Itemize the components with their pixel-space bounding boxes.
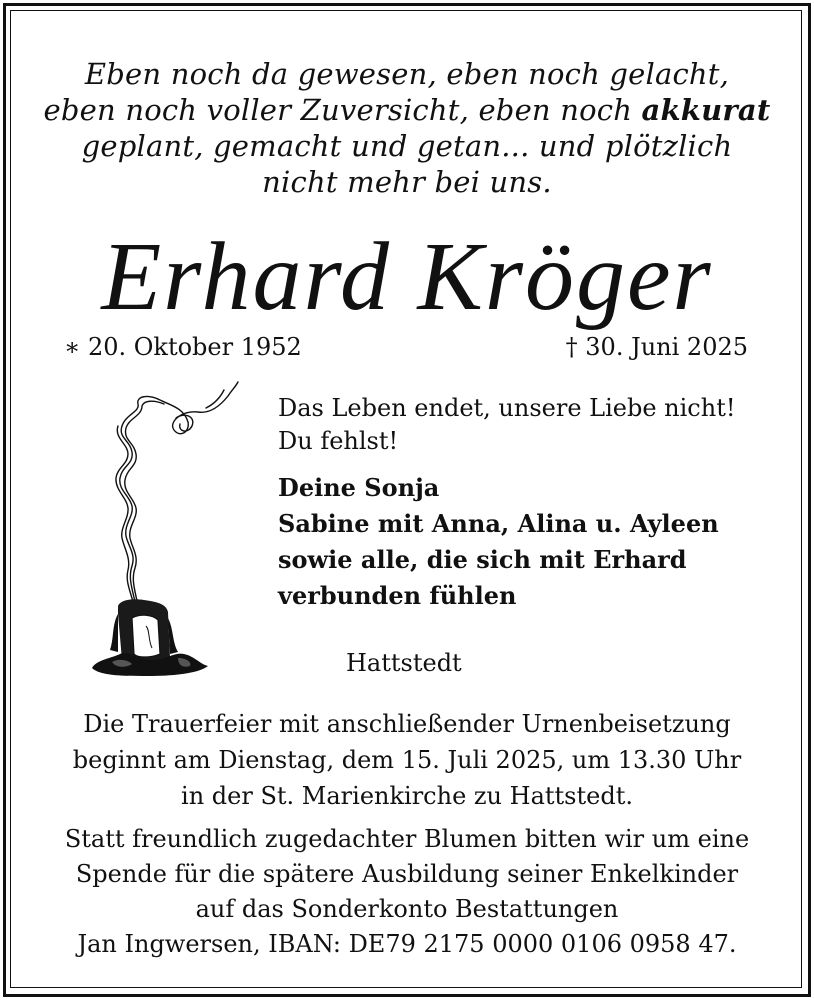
mourner-line: sowie alle, die sich mit Erhard [278,545,687,574]
motto-verse [20,56,794,200]
motto-line-2-start: eben noch voller Zuversicht, eben noch [43,93,642,127]
donation-line: auf das Sonderkonto Bestattungen [195,895,619,923]
quote-line-1: Das Leben endet, unsere Liebe nicht! [278,394,736,422]
donation-line: Statt freundlich zugedachter Blumen bitten wir um eine [64,825,750,853]
deceased-name: Erhard Kröger [101,223,713,331]
birth-date: ∗ 20. Oktober 1952 [64,333,302,361]
service-line: Die Trauerfeier mit anschließender Urnenbeisetzung [83,710,731,738]
mourner-line: verbunden fühlen [278,581,517,610]
motto-line-3: geplant, gemacht und getan... und plötzlich [81,129,733,163]
motto-bold-word: akkurat [641,93,771,127]
motto-line-4: nicht mehr bei uns. [262,165,552,199]
death-date: † 30. Juni 2025 [565,333,748,361]
mourners-list [278,470,798,614]
donation-request [20,822,794,962]
mourner-line: Deine Sonja [278,473,440,502]
extinguished-candle-icon [88,378,248,688]
funeral-service-info [20,706,794,814]
service-line: in der St. Marienkirche zu Hattstedt. [181,782,633,810]
donation-line: Spende für die spätere Ausbildung seiner Enkelkinder [75,860,739,888]
motto-line-2 [20,92,794,128]
service-line: beginnt am Dienstag, dem 15. Juli 2025, um 13.30 Uhr [72,746,742,774]
place-name: Hattstedt [346,649,462,677]
quote [278,392,798,458]
motto-line-1: Eben noch da gewesen, eben noch gelacht, [84,57,730,91]
donation-line-iban: Jan Ingwersen, IBAN: DE79 2175 0000 0106 0958 47. [77,930,737,958]
quote-line-2: Du fehlst! [278,427,399,455]
mourner-line: Sabine mit Anna, Alina u. Ayleen [278,509,719,538]
